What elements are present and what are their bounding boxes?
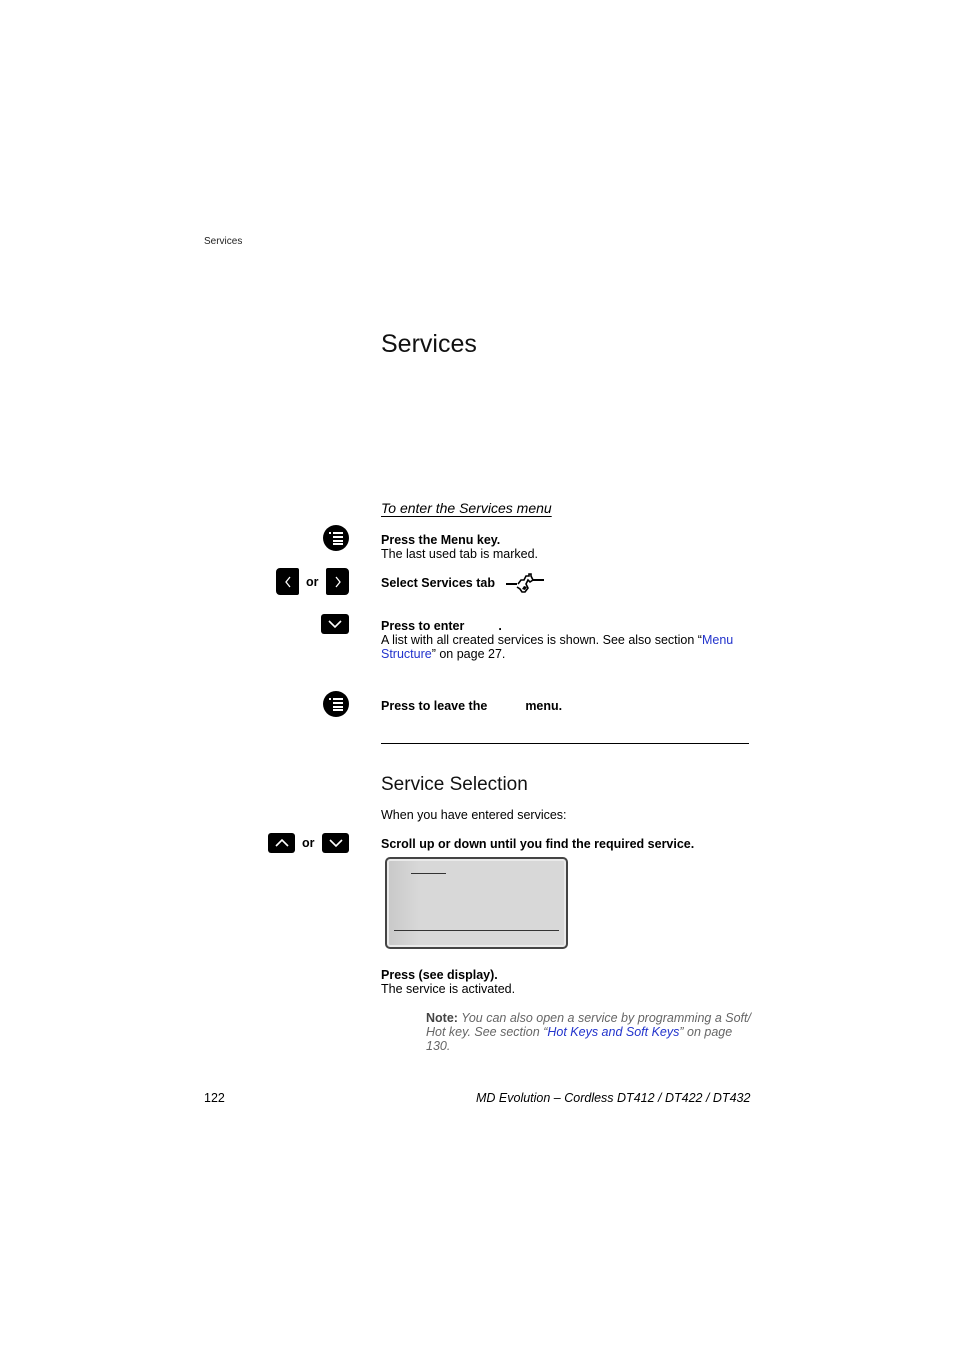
menu-key-icon (323, 525, 349, 551)
page-number: 122 (204, 1091, 225, 1105)
step-press-leave (381, 699, 751, 713)
document-title: MD Evolution – Cordless DT412 / DT422 / DT432 (476, 1091, 751, 1105)
menu-key-icon (323, 691, 349, 717)
step-select-tab-label: Select Services tab (381, 576, 495, 590)
down-arrow-key-icon (322, 833, 349, 853)
note (426, 1011, 756, 1053)
menu-structure-link[interactable]: Menu Structure (381, 633, 734, 661)
step-press-enter (381, 619, 751, 661)
display-top-line (411, 873, 446, 874)
step-press-leave-menu: menu. (525, 699, 563, 713)
up-arrow-key-icon (268, 833, 295, 853)
section-title: Service Selection (381, 774, 528, 795)
procedure-title: To enter the Services menu (381, 500, 552, 516)
step-press-display (381, 968, 751, 996)
step-press-enter-period: . (498, 619, 502, 633)
running-header: Services (204, 236, 243, 247)
section-divider (381, 743, 749, 744)
down-arrow-key-icon (321, 614, 349, 634)
step-press-display-label: Press (see display). (381, 968, 498, 982)
display-softkey-line (394, 930, 559, 931)
page-title: Services (381, 330, 477, 358)
step-press-enter-text: A list with all created services is shown. See also section “ (381, 633, 702, 647)
right-arrow-key-icon (326, 568, 349, 595)
step-press-menu-label: Press the Menu key. (381, 533, 501, 547)
or-label: or (302, 836, 315, 850)
step-press-enter-text-end: ” on page 27. (431, 647, 506, 661)
step-press-menu (381, 533, 751, 561)
step-select-tab (381, 576, 495, 590)
services-tab-icon (506, 572, 544, 601)
step-press-enter-label: Press to enter (381, 619, 465, 633)
note-text-end: ” on page 130. (426, 1025, 733, 1053)
left-arrow-key-icon (276, 568, 299, 595)
or-label: or (306, 575, 319, 589)
note-text: You can also open a service by programming a Soft/ Hot key. See section “ (426, 1011, 751, 1039)
step-scroll (381, 837, 751, 851)
step-press-display-text: The service is activated. (381, 982, 516, 996)
step-press-leave-label: Press to leave the (381, 699, 488, 713)
step-scroll-label: Scroll up or down until you find the required service. (381, 837, 695, 851)
step-press-menu-text: The last used tab is marked. (381, 547, 539, 561)
phone-display (385, 857, 568, 949)
note-label: Note: (426, 1011, 458, 1025)
hot-keys-link[interactable]: Hot Keys and Soft Keys (547, 1025, 680, 1039)
section-intro: When you have entered services: (381, 808, 567, 822)
